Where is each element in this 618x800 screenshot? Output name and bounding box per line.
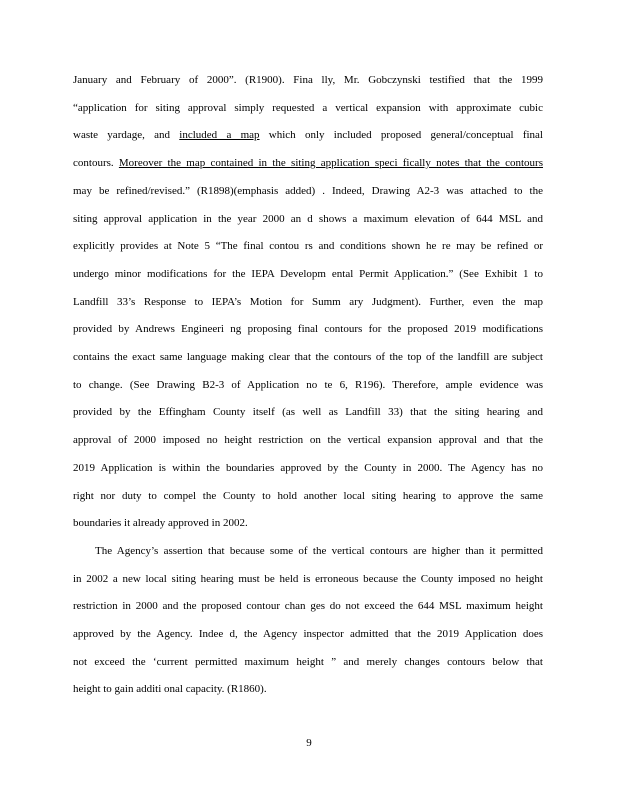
text-segment: contours.	[73, 157, 119, 170]
text-line	[73, 682, 543, 696]
text-line	[73, 516, 543, 530]
text-segment: The Agency’s assertion that because some of the vertical contours are higher than it permitted	[95, 544, 543, 557]
text-line	[73, 489, 543, 503]
text-segment: to change. (See Drawing B2-3 of Application no te 6, R196). Therefore, ample evidence was	[73, 378, 543, 391]
text-segment: Landfill 33’s Response to IEPA’s Motion for Summ ary Judgment). Further, even the map	[73, 295, 543, 308]
text-line	[95, 544, 543, 558]
text-segment: right nor duty to compel the County to hold another local siting hearing to approve the same	[73, 489, 543, 502]
text-line	[73, 461, 543, 475]
text-segment: boundaries it already approved in 2002.	[73, 517, 248, 530]
text-segment: in 2002 a new local siting hearing must be held is erroneous because the County imposed no height	[73, 572, 543, 585]
text-segment: 2019 Application is within the boundaries approved by the County in 2000. The Agency has no	[73, 461, 543, 474]
text-line	[73, 627, 543, 641]
text-line	[73, 295, 543, 309]
text-line	[73, 378, 543, 392]
underlined-text: Moreover the map contained in the siting application speci fically notes that the contours	[118, 157, 543, 170]
text-line	[73, 599, 543, 613]
text-segment: contains the exact same language making clear that the contours of the top of the landfill are subject	[73, 351, 543, 363]
text-segment: undergo minor modifications for the IEPA Developm ental Permit Application.” (See Exhibit 1 to	[73, 267, 543, 280]
text-segment: approval of 2000 imposed no height restriction on the vertical expansion approval and that the	[73, 434, 543, 447]
text-line	[73, 184, 543, 198]
text-segment: restriction in 2000 and the proposed contour chan ges do not exceed the 644 MSL maximum height	[73, 600, 543, 613]
text-segment: which only included proposed general/conceptual final	[259, 129, 543, 142]
text-line	[73, 572, 543, 586]
text-line	[73, 322, 543, 336]
text-line	[73, 655, 543, 669]
page-number: 9	[306, 737, 312, 749]
text-segment: waste yardage, and	[73, 129, 180, 142]
text-line	[73, 212, 543, 226]
text-line	[73, 128, 543, 142]
underlined-text: included a map	[179, 129, 260, 142]
text-segment: not exceed the ‘current permitted maximum height ” and merely changes contours below that	[73, 655, 543, 668]
text-line	[73, 405, 543, 419]
text-segment: January and February of 2000”. (R1900). Fina lly, Mr. Gobczynski testified that the 1999	[73, 74, 543, 86]
text-segment: explicitly provides at Note 5 “The final contou rs and conditions shown he re may be refined or	[73, 240, 543, 253]
text-line	[73, 433, 543, 447]
text-segment: approved by the Agency. Indee d, the Agency inspector admitted that the 2019 Application does	[73, 628, 543, 640]
text-segment: siting approval application in the year 2000 an d shows a maximum elevation of 644 MSL and	[73, 212, 543, 225]
text-line	[73, 101, 543, 115]
text-segment: may be refined/revised.” (R1898)(emphasis added) . Indeed, Drawing A2-3 was attached to the	[73, 184, 543, 197]
text-segment: provided by the Effingham County itself (as well as Landfill 33) that the siting hearing and	[73, 406, 543, 419]
text-line	[73, 239, 543, 253]
text-line	[73, 73, 543, 87]
text-line	[73, 267, 543, 281]
text-line	[73, 156, 543, 170]
text-line	[73, 350, 543, 364]
text-segment: height to gain additi onal capacity. (R1860).	[73, 683, 267, 696]
text-segment: “application for siting approval simply requested a vertical expansion with approximate cubic	[73, 101, 543, 114]
text-segment: provided by Andrews Engineeri ng proposing final contours for the proposed 2019 modifications	[73, 323, 543, 336]
